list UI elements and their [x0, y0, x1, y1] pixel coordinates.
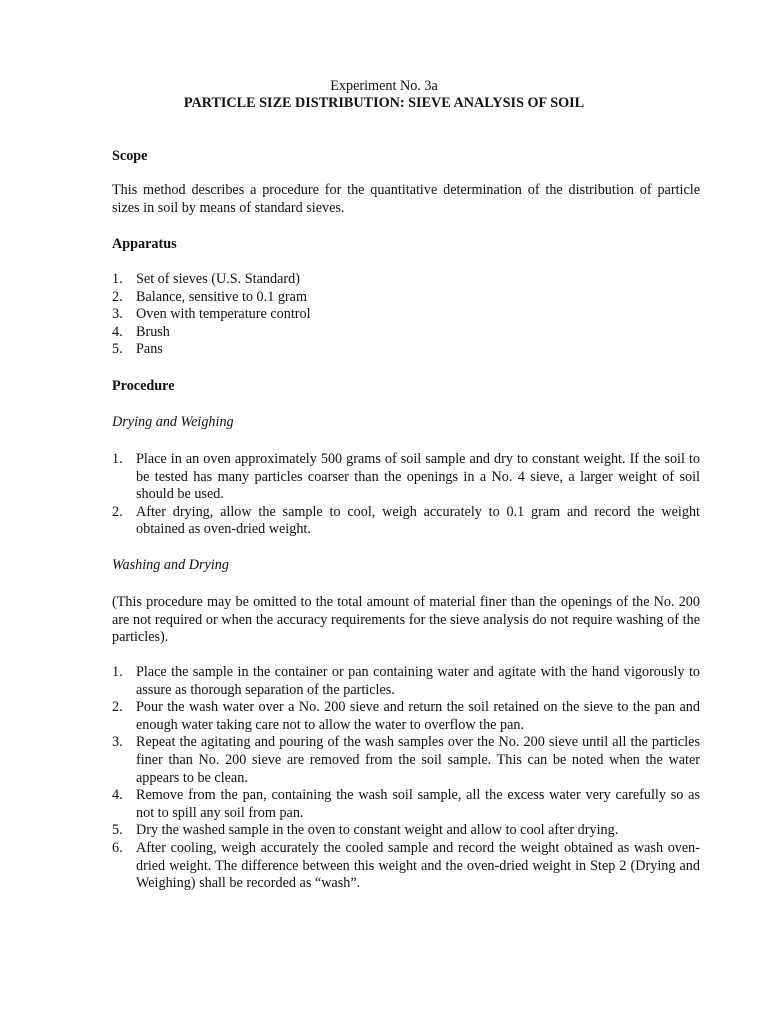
list-item [112, 289, 700, 307]
list-item [112, 306, 700, 324]
list-item-text: Brush [136, 323, 170, 340]
list-item-number: 5. [112, 822, 123, 839]
list-item-number: 3. [112, 306, 123, 323]
list-item-text: Pour the wash water over a No. 200 sieve and return the soil retained on the sieve to the pan and enough water taking care not to allow the water to overflow the pan. [136, 699, 700, 733]
list-item-number: 4. [112, 323, 123, 340]
list-item-number: 2. [112, 699, 123, 716]
procedure-heading: Procedure [112, 378, 175, 394]
list-item-text: Oven with temperature control [136, 306, 311, 323]
list-item-text: Repeat the agitating and pouring of the wash samples over the No. 200 sieve until all the particles finer than No. 200 sieve are removed from the soil sample. This can be noted when the water appears to be clean. [136, 734, 700, 786]
list-item [112, 341, 700, 359]
list-item-number: 1. [112, 664, 123, 680]
list-item-text: Pans [136, 341, 163, 358]
list-item [112, 504, 700, 539]
drying-weighing-list [112, 451, 700, 539]
list-item [112, 324, 700, 342]
list-item-number: 3. [112, 734, 123, 751]
list-item [112, 840, 700, 893]
list-item [112, 271, 700, 289]
list-item [112, 787, 700, 822]
list-item [112, 699, 700, 734]
experiment-number: Experiment No. 3a [330, 78, 438, 94]
list-item-number: 1. [112, 451, 123, 467]
washing-note-paragraph: (This procedure may be omitted to the total amount of material finer than the openings of the No. 200 are not required or when the accuracy requirements for the sieve analysis do not require washing of the particles). [112, 594, 700, 646]
list-item-text: Place in an oven approximately 500 grams of soil sample and dry to constant weight. If the soil to be tested has many particles coarser than the openings in a No. 4 sieve, a larger weight of soil should be used. [136, 451, 700, 503]
apparatus-heading: Apparatus [112, 236, 177, 252]
list-item-text: Dry the washed sample in the oven to constant weight and allow to cool after drying. [136, 822, 619, 839]
washing-drying-list [112, 664, 700, 893]
list-item-text: After drying, allow the sample to cool, weigh accurately to 0.1 gram and record the weight obtained as oven-dried weight. [136, 503, 700, 538]
list-item [112, 822, 700, 840]
list-item [112, 451, 700, 504]
list-item-text: Remove from the pan, containing the wash soil sample, all the excess water very carefully so as not to spill any soil from pan. [136, 787, 700, 821]
list-item-text: Set of sieves (U.S. Standard) [136, 271, 300, 287]
list-item-text: Balance, sensitive to 0.1 gram [136, 288, 307, 305]
list-item-number: 2. [112, 288, 123, 305]
list-item-number: 5. [112, 341, 123, 358]
list-item-number: 4. [112, 787, 123, 804]
list-item [112, 664, 700, 699]
list-item-number: 6. [112, 839, 123, 856]
document-title: PARTICLE SIZE DISTRIBUTION: SIEVE ANALYSIS OF SOIL [183, 95, 585, 111]
scope-paragraph: This method describes a procedure for the quantitative determination of the distribution of particle sizes in soil by means of standard sieves. [112, 182, 700, 216]
washing-drying-subheading: Washing and Drying [112, 557, 229, 573]
scope-heading: Scope [112, 148, 148, 164]
drying-weighing-subheading: Drying and Weighing [112, 414, 234, 430]
apparatus-list [112, 271, 700, 359]
list-item-number: 1. [112, 271, 123, 287]
list-item-text: Place the sample in the container or pan containing water and agitate with the hand vigorously to assure as thorough separation of the particles. [136, 664, 700, 698]
list-item-text: After cooling, weigh accurately the cooled sample and record the weight obtained as wash oven-dried weight. The difference between this weight and the oven-dried weight in Step 2 (Drying and Weighing) shall be recorded as “wash”. [136, 839, 700, 892]
list-item [112, 734, 700, 787]
list-item-number: 2. [112, 503, 123, 520]
